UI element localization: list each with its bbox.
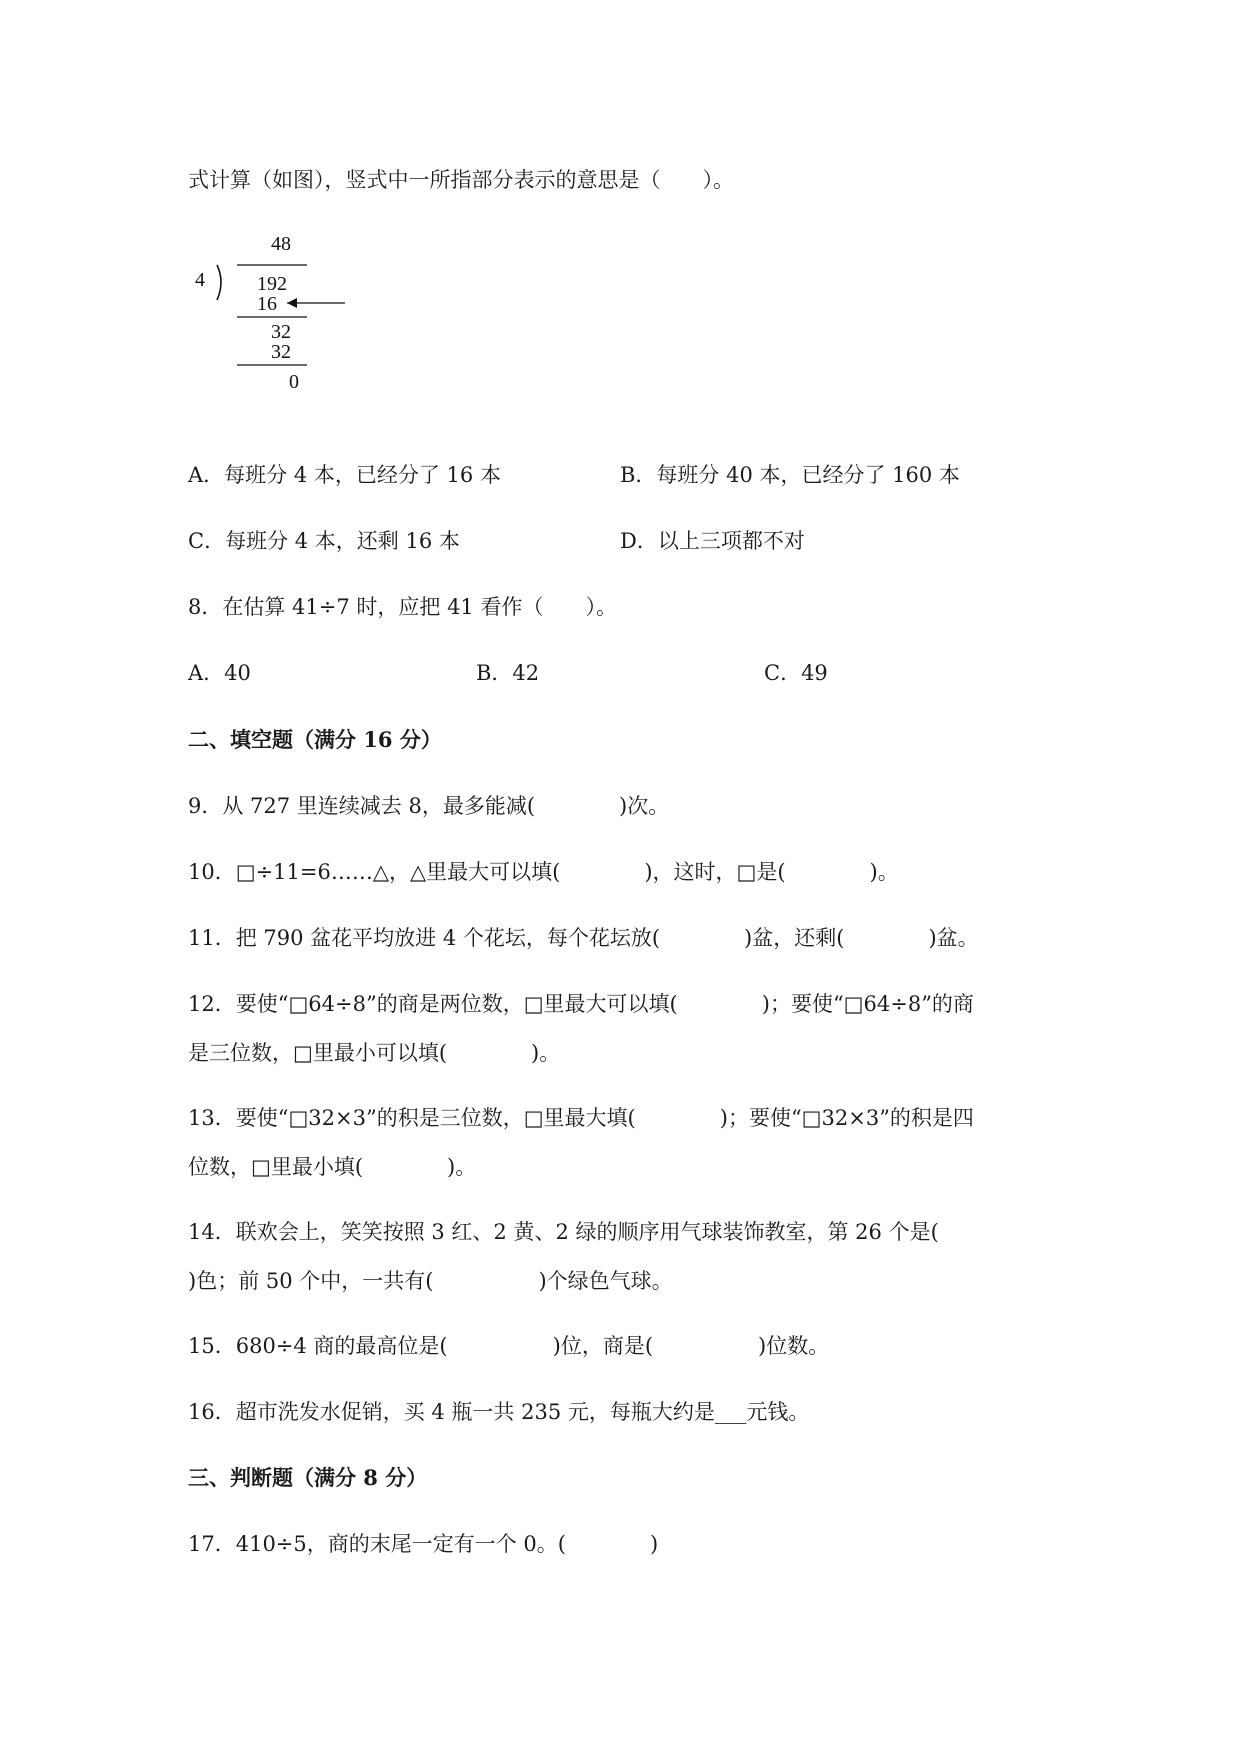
q8-option-c: C．49 xyxy=(764,661,828,685)
q7-option-c: C．每班分 4 本，还剩 16 本 xyxy=(188,529,460,553)
q17-text: 17．410÷5，商的末尾一定有一个 0。( ) xyxy=(188,1532,659,1556)
q8-option-a: A．40 xyxy=(188,661,251,685)
q14-line1: 14．联欢会上，笑笑按照 3 红、2 黄、2 绿的顺序用气球装饰教室，第 26 个是( xyxy=(188,1220,939,1244)
q7-option-b: B．每班分 40 本，已经分了 160 本 xyxy=(620,463,960,487)
q7-option-a: A．每班分 4 本，已经分了 16 本 xyxy=(188,463,501,487)
divisor-text: 4 xyxy=(195,269,205,291)
step1-text: 16 xyxy=(257,293,277,315)
q16-text: 16．超市洗发水促销，买 4 瓶一共 235 元，每瓶大约是___元钱。 xyxy=(188,1400,810,1424)
step2-text: 32 xyxy=(271,341,291,363)
q15-text: 15．680÷4 商的最高位是( )位，商是( )位数。 xyxy=(188,1334,830,1358)
q7-stem-continued: 式计算（如图），竖式中一所指部分表示的意思是（ ）。 xyxy=(188,168,734,192)
q13-line1: 13．要使“□32×3”的积是三位数，□里最大填( )；要使“□32×3”的积是四 xyxy=(188,1106,974,1130)
q9-text: 9．从 727 里连续减去 8，最多能减( )次。 xyxy=(188,794,670,818)
division-bracket xyxy=(217,265,221,300)
q7-option-d: D．以上三项都不对 xyxy=(620,529,805,553)
final-remainder-text: 0 xyxy=(289,371,299,393)
pointer-arrow-icon xyxy=(287,298,297,308)
q10-text: 10．□÷11=6……△，△里最大可以填( )，这时，□是( )。 xyxy=(188,860,899,884)
section3-title: 三、判断题（满分 8 分） xyxy=(188,1465,428,1490)
q12-line1: 12．要使“□64÷8”的商是两位数，□里最大可以填( )；要使“□64÷8”的商 xyxy=(188,992,974,1016)
q11-text: 11．把 790 盆花平均放进 4 个花坛，每个花坛放( )盆，还剩( )盆。 xyxy=(188,926,979,950)
q14-line2: )色；前 50 个中，一共有( )个绿色气球。 xyxy=(188,1269,673,1293)
quotient-text: 48 xyxy=(271,233,291,255)
dividend-text: 192 xyxy=(257,273,287,295)
q8-option-b: B．42 xyxy=(476,661,540,685)
q8-stem: 8．在估算 41÷7 时，应把 41 看作（ ）。 xyxy=(188,595,617,619)
q13-line2: 位数，□里最小填( )。 xyxy=(188,1155,477,1179)
long-division-figure xyxy=(195,232,375,402)
remainder1-text: 32 xyxy=(271,321,291,343)
section2-title: 二、填空题（满分 16 分） xyxy=(188,727,442,752)
q12-line2: 是三位数，□里最小可以填( )。 xyxy=(188,1041,561,1065)
